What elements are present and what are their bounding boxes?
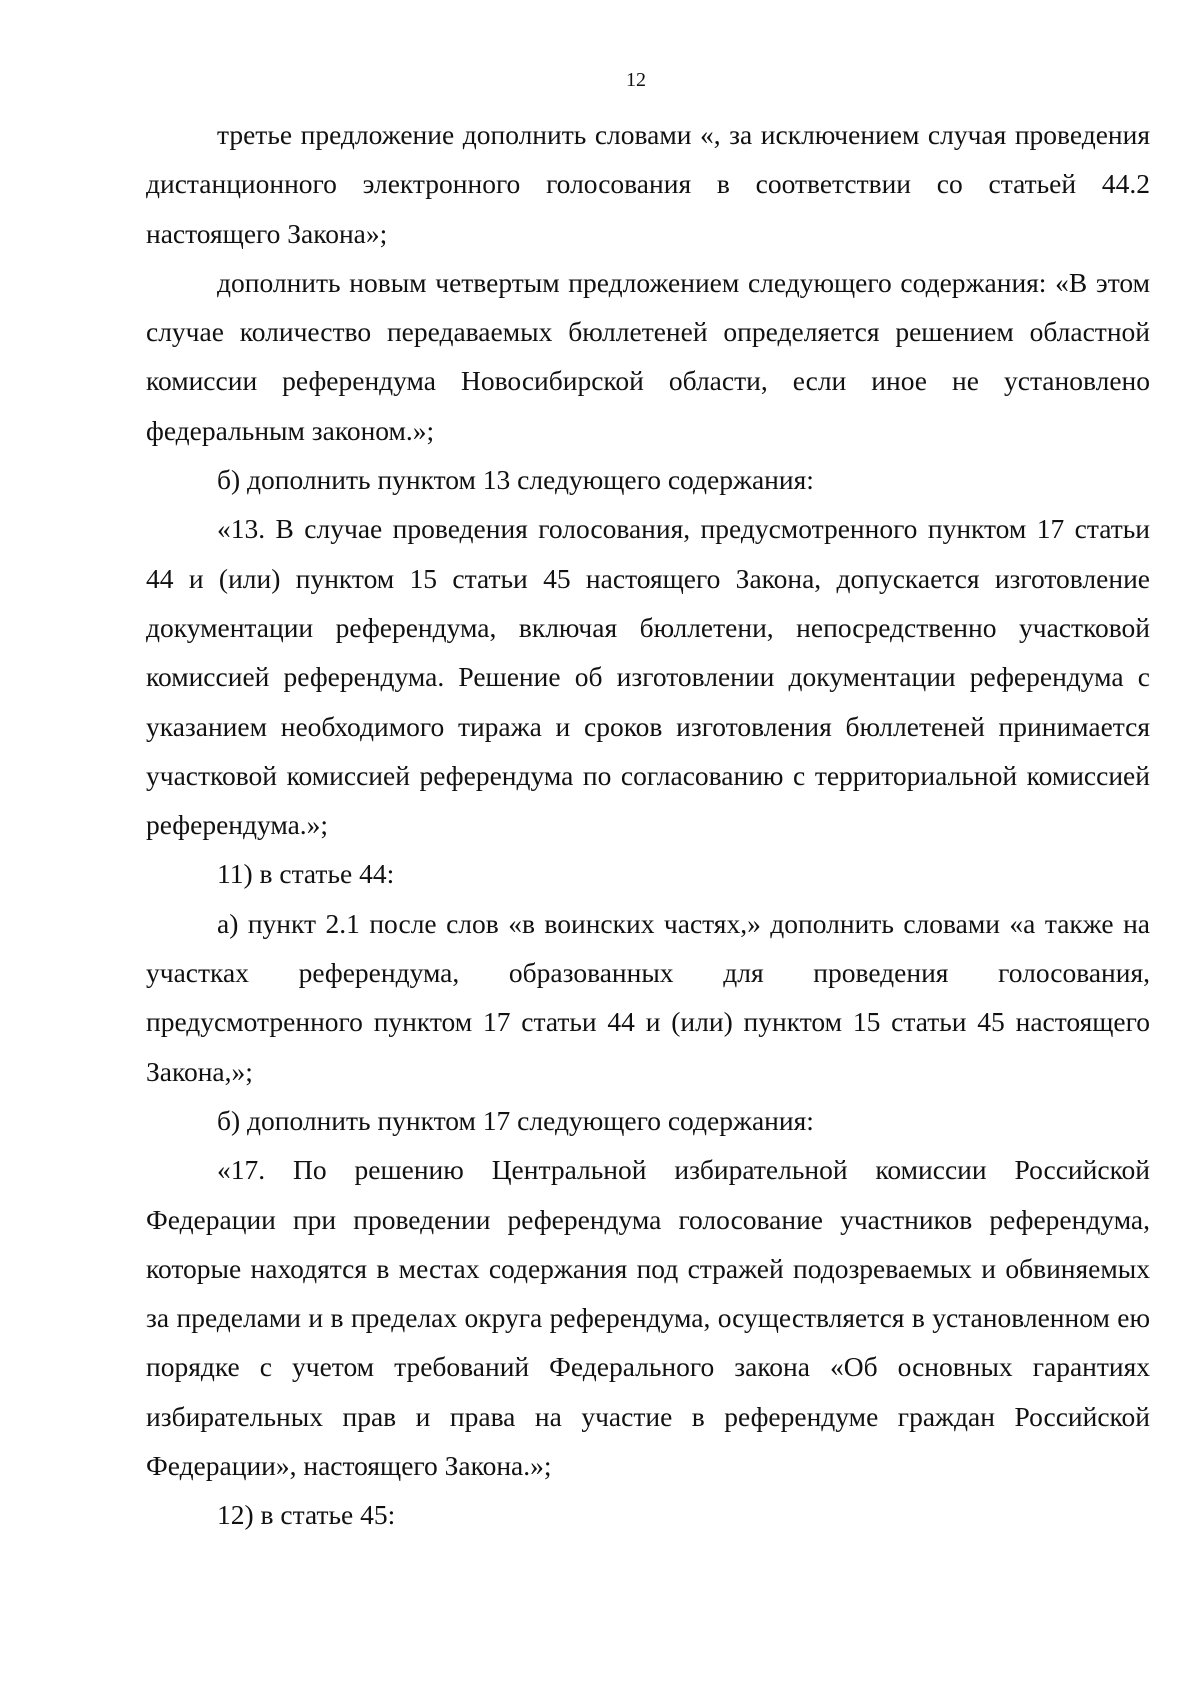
- paragraph-item-b-13: б) дополнить пунктом 13 следующего содержания:: [217, 464, 814, 496]
- paragraph-item-b-17: б) дополнить пунктом 17 следующего содержания:: [217, 1104, 814, 1136]
- paragraph-third-sentence: третье предложение дополнить словами «, за исключением случая проведения дистанционного электронного голосования в соответствии со статьей 44.2 настоящего Закона»;: [146, 119, 1150, 249]
- paragraph-item-a-2-1: а) пункт 2.1 после слов «в воинских частях,» дополнить словами «а также на участках референдума, образованных для проведения голосования, предусмотренного пунктом 17 статьи 44 и (или) пунктом 15 статьи 45 настоящего Закона,»;: [146, 907, 1150, 1087]
- page-number: 12: [626, 69, 646, 91]
- document-body: [146, 110, 1150, 1540]
- paragraph-article-44: 11) в статье 44:: [217, 858, 395, 890]
- paragraph-point-17: «17. По решению Центральной избирательной комиссии Российской Федерации при проведении референдума голосование участников референдума, которые находятся в местах содержания под стражей подозреваемых и обвиняемых за пределами и в пределах округа референдума, осуществляется в установленном ею порядке с учетом требований Федерального закона «Об основных гарантиях избирательных прав и права на участие в референдуме граждан Российской Федерации», настоящего Закона.»;: [146, 1154, 1150, 1482]
- paragraph-fourth-sentence: дополнить новым четвертым предложением следующего содержания: «В этом случае количество передаваемых бюллетеней определяется решением областной комиссии референдума Новосибирской области, если иное не установлено федеральным законом.»;: [146, 266, 1150, 446]
- paragraph-point-13: «13. В случае проведения голосования, предусмотренного пунктом 17 статьи 44 и (или) пунктом 15 статьи 45 настоящего Закона, допускается изготовление документации референдума, включая бюллетени, непосредственно участковой комиссией референдума. Решение об изготовлении документации референдума с указанием необходимого тиража и сроков изготовления бюллетеней принимается участковой комиссией референдума по согласованию с территориальной комиссией референдума.»;: [146, 513, 1150, 841]
- paragraph-article-45: 12) в статье 45:: [217, 1499, 396, 1531]
